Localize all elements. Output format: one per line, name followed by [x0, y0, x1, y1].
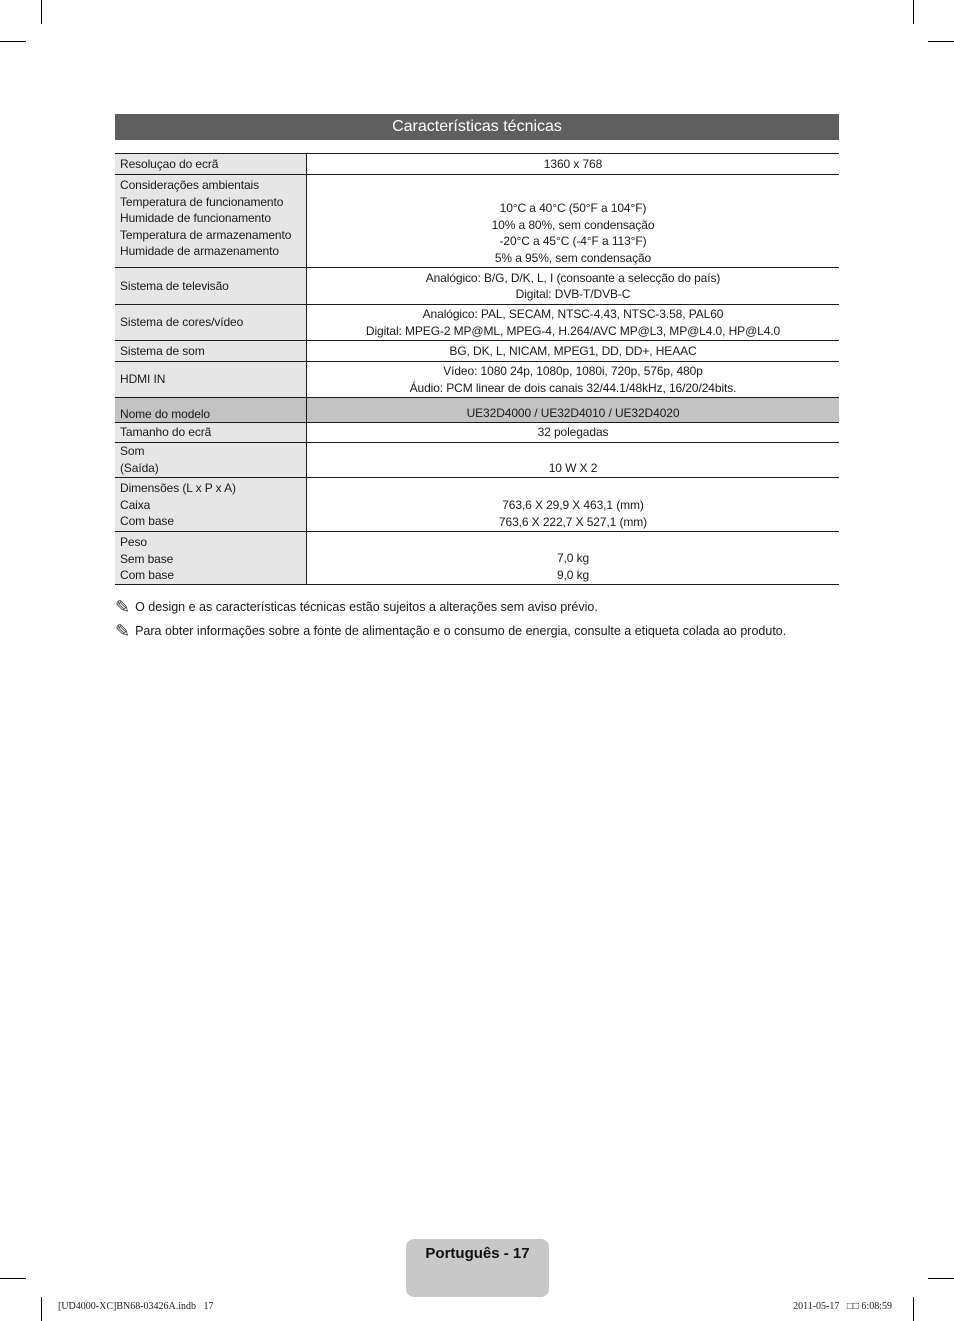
crop-mark — [41, 0, 42, 24]
table-row — [115, 305, 839, 341]
page-number: Português - 17 — [425, 1245, 530, 1262]
row-label-hdmi: HDMI IN — [115, 362, 307, 398]
table-row — [115, 362, 839, 398]
row-value-resolution: 1360 x 768 — [307, 154, 840, 175]
row-value-sound-output: 10 W X 2 — [307, 443, 840, 478]
row-label-resolution: Resoluçao do ecrã — [115, 154, 307, 175]
crop-mark — [928, 41, 954, 42]
crop-mark — [0, 41, 26, 42]
row-label-weight: Peso Sem base Com base — [115, 532, 307, 585]
print-file-info: [UD4000-XC]BN68-03426A.indb 17 — [58, 1301, 214, 1312]
crop-mark — [0, 1278, 26, 1279]
row-value-hdmi: Vídeo: 1080 24p, 1080p, 1080i, 720p, 576p, 480p Áudio: PCM linear de dois canais 32/44.1/48kHz, 16/20/24bits. — [307, 362, 840, 398]
table-row — [115, 478, 839, 532]
table-row — [115, 423, 839, 443]
row-label-environment: Considerações ambientais Temperatura de funcionamento Humidade de funcionamento Temperatura de armazenamento Humidade de armazenamento — [115, 175, 307, 268]
row-label-sound-system: Sistema de som — [115, 341, 307, 362]
crop-mark — [928, 1278, 954, 1279]
pencil-icon: ✎ — [115, 621, 131, 641]
spec-table — [115, 153, 839, 585]
row-value-sound-system: BG, DK, L, NICAM, MPEG1, DD, DD+, HEAAC — [307, 341, 840, 362]
row-value-screen-size: 32 polegadas — [307, 423, 840, 443]
table-row — [115, 398, 839, 423]
note — [115, 598, 598, 616]
table-row — [115, 154, 839, 175]
table-row — [115, 341, 839, 362]
table-row — [115, 268, 839, 305]
row-value-tv-system: Analógico: B/G, D/K, L, I (consoante a selecção do país) Digital: DVB-T/DVB-C — [307, 268, 840, 305]
row-label-color-system: Sistema de cores/vídeo — [115, 305, 307, 341]
row-value-dimensions: 763,6 X 29,9 X 463,1 (mm) 763,6 X 222,7 X 527,1 (mm) — [307, 478, 840, 532]
table-row — [115, 443, 839, 478]
row-value-weight: 7,0 kg 9,0 kg — [307, 532, 840, 585]
row-label-screen-size: Tamanho do ecrã — [115, 423, 307, 443]
table-row — [115, 175, 839, 268]
print-timestamp: 2011-05-17 □□ 6:08:59 — [793, 1301, 892, 1312]
section-title: Características técnicas — [115, 114, 839, 140]
note-text: Para obter informações sobre a fonte de alimentação e o consumo de energia, consulte a etiqueta colada ao produto. — [135, 624, 787, 638]
row-value-model: UE32D4000 / UE32D4010 / UE32D4020 — [307, 398, 840, 423]
table-row — [115, 532, 839, 585]
row-value-environment: 10°C a 40°C (50°F a 104°F) 10% a 80%, sem condensação -20°C a 45°C (-4°F a 113°F) 5% a 95%, sem condensação — [307, 175, 840, 268]
row-label-tv-system: Sistema de televisão — [115, 268, 307, 305]
row-value-color-system: Analógico: PAL, SECAM, NTSC-4.43, NTSC-3.58, PAL60 Digital: MPEG-2 MP@ML, MPEG-4, H.264/AVC MP@L3, MP@L4.0, HP@L4.0 — [307, 305, 840, 341]
row-label-dimensions: Dimensões (L x P x A) Caixa Com base — [115, 478, 307, 532]
note — [115, 622, 786, 640]
pencil-icon: ✎ — [115, 597, 131, 617]
row-label-model: Nome do modelo — [115, 398, 307, 423]
crop-mark — [41, 1297, 42, 1321]
note-text: O design e as características técnicas estão sujeitos a alterações sem aviso prévio. — [135, 600, 598, 614]
crop-mark — [913, 1297, 914, 1321]
crop-mark — [913, 0, 914, 24]
row-label-sound-output: Som (Saída) — [115, 443, 307, 478]
page-number-tab — [406, 1239, 549, 1297]
